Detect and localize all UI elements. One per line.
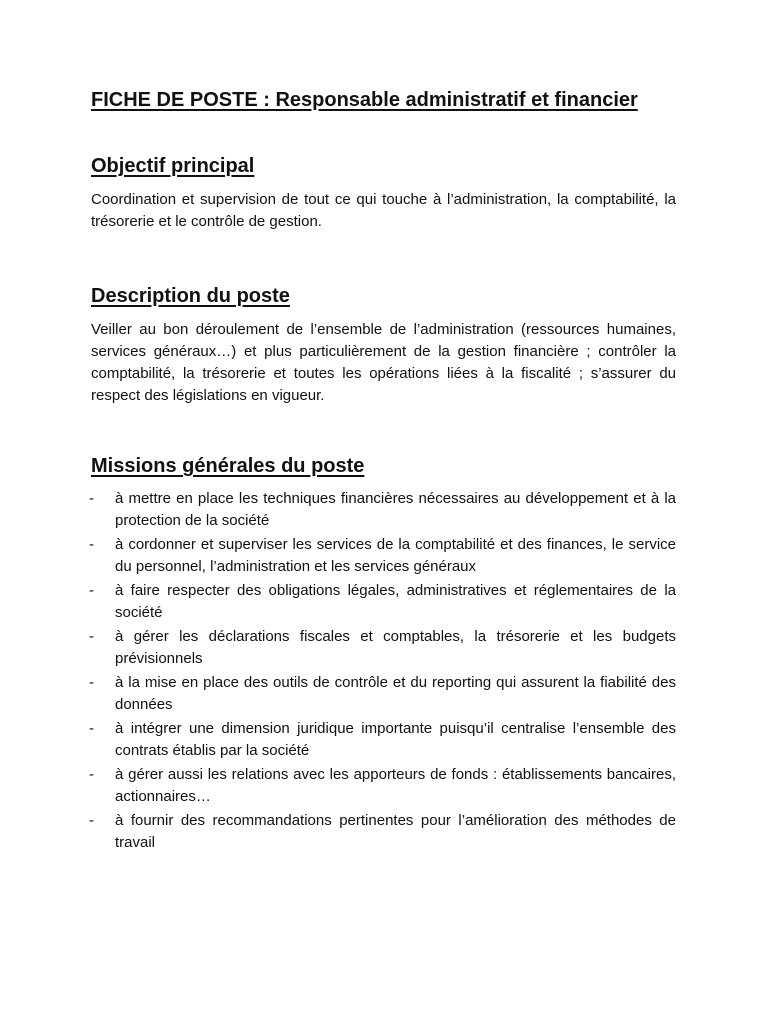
mission-text: à fournir des recommandations pertinentes pour l’amélioration des méthodes de travail (115, 812, 676, 851)
mission-text: à faire respecter des obligations légales, administratives et réglementaires de la société (115, 582, 676, 621)
document-content (91, 86, 676, 856)
mission-text: à gérer les déclarations fiscales et comptables, la trésorerie et les budgets prévisionnels (115, 628, 676, 667)
section-heading-objectif: Objectif principal (91, 155, 255, 177)
mission-item (91, 810, 676, 854)
section-description (91, 282, 676, 407)
mission-text: à mettre en place les techniques financières nécessaires au développement et à la protection de la société (115, 490, 676, 529)
list-dash: - (89, 582, 94, 599)
mission-text: à la mise en place des outils de contrôle et du reporting qui assurent la fiabilité des données (115, 674, 676, 713)
section-text-objectif: Coordination et supervision de tout ce qui touche à l’administration, la comptabilité, la trésorerie et le contrôle de gestion. (91, 191, 676, 230)
mission-item (91, 718, 676, 762)
section-text-description: Veiller au bon déroulement de l’ensemble de l’administration (ressources humaines, services généraux…) et plus particulièrement de la gestion financière ; contrôler la comptabilité, la trésorerie et toutes les opérations liées à la fiscalité ; s’assurer du respect des législations en vigueur. (91, 321, 676, 404)
mission-item (91, 534, 676, 578)
mission-text: à intégrer une dimension juridique importante puisqu’il centralise l’ensemble des contrats établis par la société (115, 720, 676, 759)
mission-text: à cordonner et superviser les services de la comptabilité et des finances, le service du personnel, l’administration et les services généraux (115, 536, 676, 575)
list-dash: - (89, 536, 94, 553)
section-heading-missions: Missions générales du poste (91, 455, 365, 477)
section-heading-description: Description du poste (91, 285, 290, 307)
mission-text: à gérer aussi les relations avec les apporteurs de fonds : établissements bancaires, actionnaires… (115, 766, 676, 805)
mission-item (91, 580, 676, 624)
mission-item (91, 672, 676, 716)
list-dash: - (89, 720, 94, 737)
missions-list (91, 488, 676, 854)
list-dash: - (89, 490, 94, 507)
mission-item (91, 626, 676, 670)
document-title: FICHE DE POSTE : Responsable administratif et financier (91, 89, 638, 111)
list-dash: - (89, 628, 94, 645)
section-objectif (91, 152, 676, 233)
mission-item (91, 764, 676, 808)
list-dash: - (89, 674, 94, 691)
mission-item (91, 488, 676, 532)
list-dash: - (89, 812, 94, 829)
list-dash: - (89, 766, 94, 783)
section-missions (91, 452, 676, 854)
